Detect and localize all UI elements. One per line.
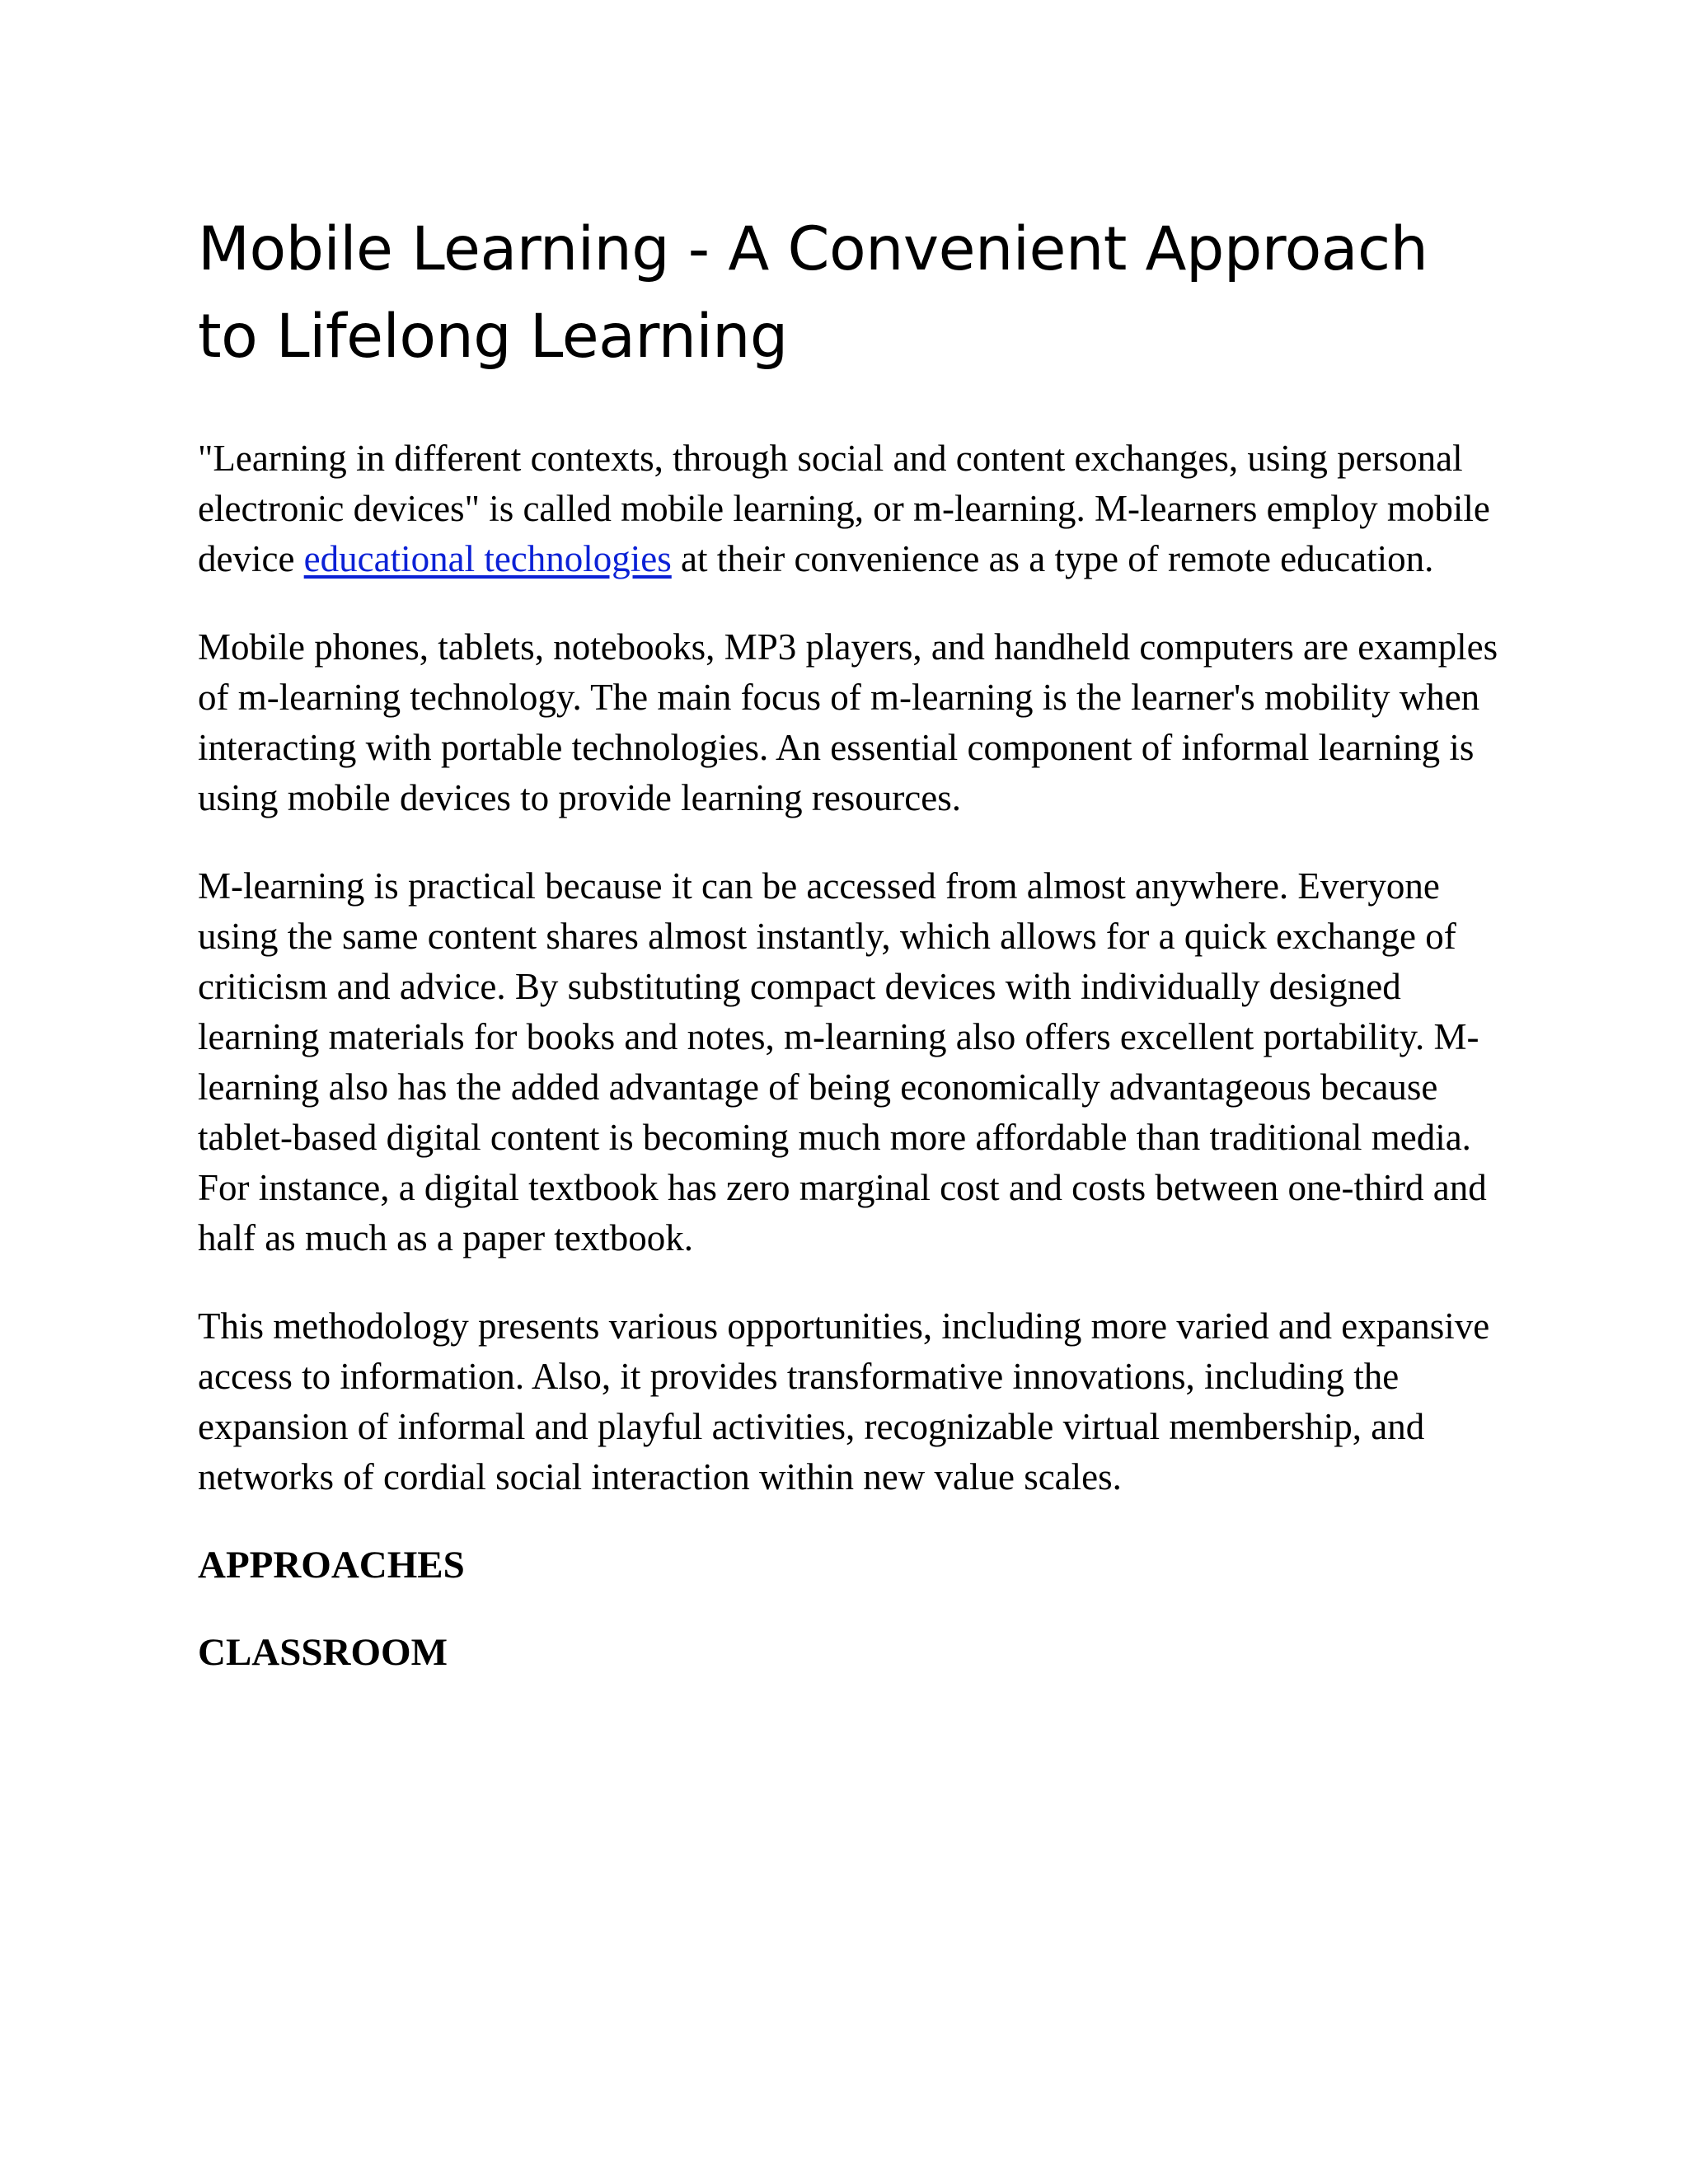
document-title: Mobile Learning - A Convenient Approach to Lifelong Learning: [198, 214, 1428, 372]
document-body: [198, 206, 1500, 1715]
paragraph-practical: M-learning is practical because it can be accessed from almost anywhere. Everyone using the same content shares almost instantly, which allows for a quick exchange of criticism and advice. By substituting compact devices with individually designed learning materials for books and notes, m-learning also offers excellent portability. M-learning also has the added advantage of being economically advantageous because tablet-based digital content is becoming much more affordable than traditional media. For instance, a digital textbook has zero marginal cost and costs between one-third and half as much as a paper textbook.: [198, 865, 1487, 1258]
paragraph-intro-text-before: "Learning in different contexts, through social and content exchanges, using personal electronic devices" is called mobile learning, or m-learning. M-learners employ mobile device: [198, 438, 1490, 579]
educational-technologies-link[interactable]: educational technologies: [303, 538, 672, 579]
paragraph-devices: Mobile phones, tablets, notebooks, MP3 players, and handheld computers are examples of m-learning technology. The main focus of m-learning is the learner's mobility when interacting with portable technologies. An essential component of informal learning is using mobile devices to provide learning resources.: [198, 626, 1498, 818]
paragraph-intro-text-after: at their convenience as a type of remote education.: [671, 538, 1434, 579]
paragraph-methodology: This methodology presents various opportunities, including more varied and expansive access to information. Also, it provides transformative innovations, including the expansion of informal and playful activities, recognizable virtual membership, and networks of cordial social interaction within new value scales.: [198, 1305, 1490, 1497]
heading-classroom: CLASSROOM: [198, 1631, 448, 1674]
heading-approaches: APPROACHES: [198, 1544, 465, 1586]
paragraph-intro: [198, 434, 1500, 584]
